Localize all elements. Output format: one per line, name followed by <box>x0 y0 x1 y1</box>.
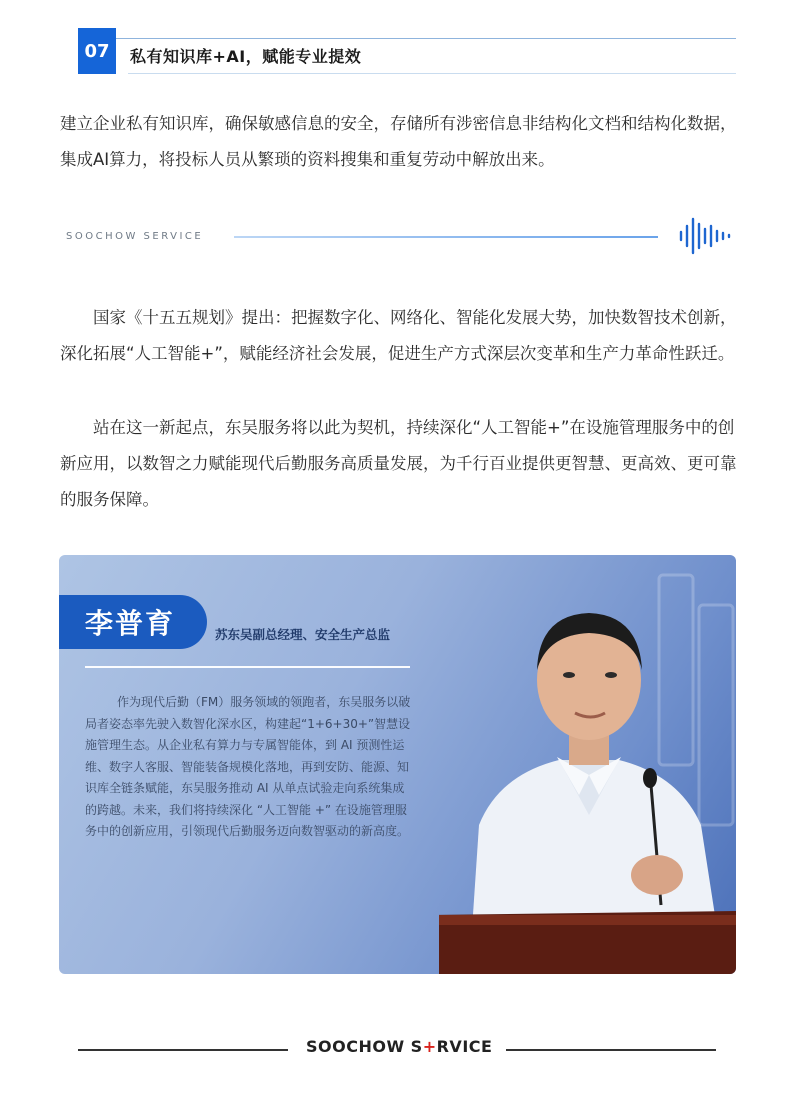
footer-logo <box>306 1037 492 1056</box>
card-divider <box>85 666 410 668</box>
footer-logo-text-1: SOOCHOW S <box>306 1037 423 1056</box>
section-title: 私有知识库+AI，赋能专业提效 <box>130 47 362 66</box>
speaker-quote: 作为现代后勤（FM）服务领域的领跑者，东吴服务以破局者姿态率先驶入数智化深水区，构建起“1+6+30+”智慧设施管理生态。从企业私有算力与专属智能体，到 AI 预测性运维、数字人客服、智能装备规模化落地，再到安防、能源、知识库全链条赋能，东吴服务推动 AI 从单点试验走向系统集成的跨越。未来，我们将持续深化 “人工智能 +” 在设施管理服务中的创新应用，引领现代后勤服务迈向数智驱动的新高度。 <box>85 695 411 838</box>
section-number-badge: 07 <box>78 28 116 74</box>
section-bottom-rule <box>128 73 736 74</box>
speaker-photo <box>439 575 736 974</box>
speaker-role: 苏东吴副总经理、安全生产总监 <box>215 627 391 642</box>
footer-left-rule <box>78 1049 288 1051</box>
footer-logo-plus: + <box>422 1037 437 1056</box>
divider-line <box>234 236 658 238</box>
section-top-rule <box>78 38 736 39</box>
policy-paragraph: 国家《十五五规划》提出：把握数字化、网络化、智能化发展大势，加快数智技术创新，深化拓展“人工智能+”，赋能经济社会发展，促进生产方式深层次变革和生产力革命性跃迁。 <box>60 308 737 363</box>
strategy-paragraph: 站在这一新起点，东吴服务将以此为契机，持续深化“人工智能+”在设施管理服务中的创新应用，以数智之力赋能现代后勤服务高质量发展，为千行百业提供更智慧、更高效、更可靠的服务保障。 <box>60 418 737 509</box>
speaker-name-tab: 李普育 <box>59 595 207 649</box>
executive-quote-card <box>59 555 736 974</box>
sound-wave-icon <box>678 216 732 256</box>
intro-paragraph: 建立企业私有知识库，确保敏感信息的安全，存储所有涉密信息非结构化文档和结构化数据，集成AI算力，将投标人员从繁琐的资料搜集和重复劳动中解放出来。 <box>60 114 737 169</box>
footer-right-rule <box>506 1049 716 1051</box>
footer-logo-text-2: RVICE <box>436 1037 493 1056</box>
divider-brand-text: SOOCHOW SERVICE <box>66 231 204 242</box>
